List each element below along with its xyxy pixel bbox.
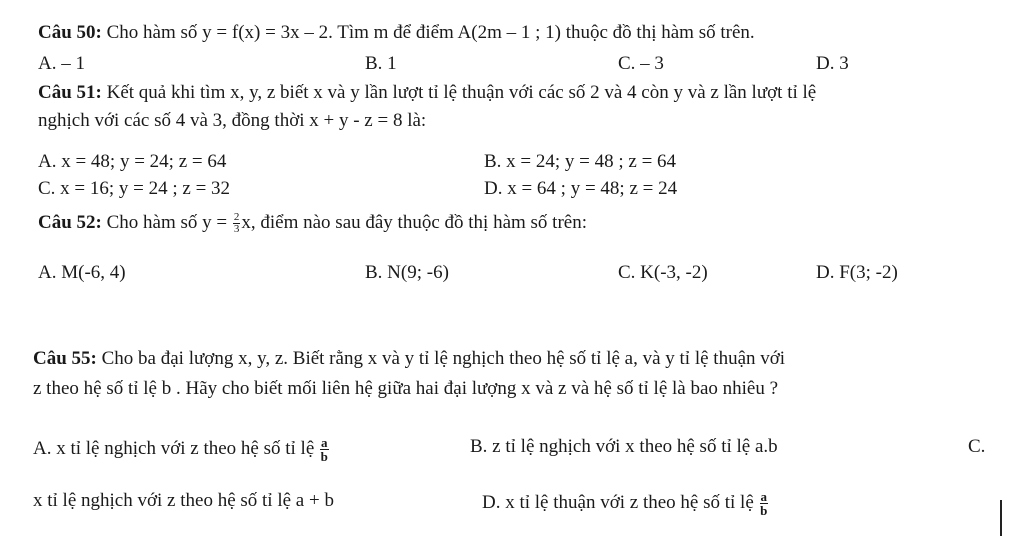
q55-option-a-text: A. x tỉ lệ nghịch với z theo hệ số tỉ lệ [33,437,320,459]
question-50-label: Câu 50: [38,22,102,43]
q50-option-b: B. 1 [365,53,397,74]
question-55-label: Câu 55: [33,348,97,369]
fraction-numerator: 2 [233,211,240,224]
fraction-a-over-b [760,490,769,517]
question-51-text-2: nghịch với các số 4 và 3, đồng thời x + y - z = 8 là: [38,110,427,131]
q55-option-d [482,490,769,517]
q52-option-c: C. K(-3, -2) [618,262,708,283]
q50-option-d: D. 3 [816,53,849,74]
question-51 [38,82,816,104]
q51-option-c: C. x = 16; y = 24 ; z = 32 [38,178,231,199]
question-55-text-2: z theo hệ số tỉ lệ b . Hãy cho biết mối liên hệ giữa hai đại lượng x và z và hệ số tỉ lệ là bao nhiêu ? [33,378,779,399]
question-51-text-1: Kết quả khi tìm x, y, z biết x và y lần lượt tỉ lệ thuận với các số 2 và 4 còn y và z lần lượt tỉ lệ [101,82,817,103]
q51-option-b: B. x = 24; y = 48 ; z = 64 [484,151,677,172]
fraction-numerator: a [321,435,328,450]
question-52-text-after: x, điểm nào sau đây thuộc đồ thị hàm số trên: [241,212,588,233]
fraction-a-over-b [320,436,329,463]
q52-option-d: D. F(3; -2) [816,262,898,283]
q51-option-a: A. x = 48; y = 24; z = 64 [38,151,227,172]
q52-option-b: B. N(9; -6) [365,262,449,283]
q55-option-a [33,436,330,463]
fraction-two-thirds [233,212,241,235]
question-55-text-1: Cho ba đại lượng x, y, z. Biết rằng x và y tỉ lệ nghịch theo hệ số tỉ lệ a, và y tỉ lệ thuận với [96,348,786,369]
question-52-text-before: Cho hàm số y = [101,212,232,233]
fraction-denominator: b [760,503,768,518]
q52-option-a: A. M(-6, 4) [38,262,126,283]
question-50 [38,22,755,44]
fraction-numerator: a [760,489,768,504]
fraction-denominator: b [320,449,328,464]
question-55 [33,348,785,370]
q50-option-c: C. – 3 [618,53,664,74]
question-50-text: Cho hàm số y = f(x) = 3x – 2. Tìm m để điểm A(2m – 1 ; 1) thuộc đồ thị hàm số trên. [101,22,755,43]
fraction-denominator: 3 [233,223,240,236]
q55-option-d-text: D. x tỉ lệ thuận với z theo hệ số tỉ lệ [482,491,759,513]
question-52 [38,212,587,235]
question-52-label: Câu 52: [38,212,102,233]
text-cursor [1000,500,1002,536]
q50-option-a: A. – 1 [38,53,85,74]
q55-option-c-label: C. [968,436,986,457]
question-51-label: Câu 51: [38,82,102,103]
q55-option-b: B. z tỉ lệ nghịch với x theo hệ số tỉ lệ a.b [470,436,778,457]
q55-option-c-text: x tỉ lệ nghịch với z theo hệ số tỉ lệ a + b [33,490,334,511]
q51-option-d: D. x = 64 ; y = 48; z = 24 [484,178,678,199]
